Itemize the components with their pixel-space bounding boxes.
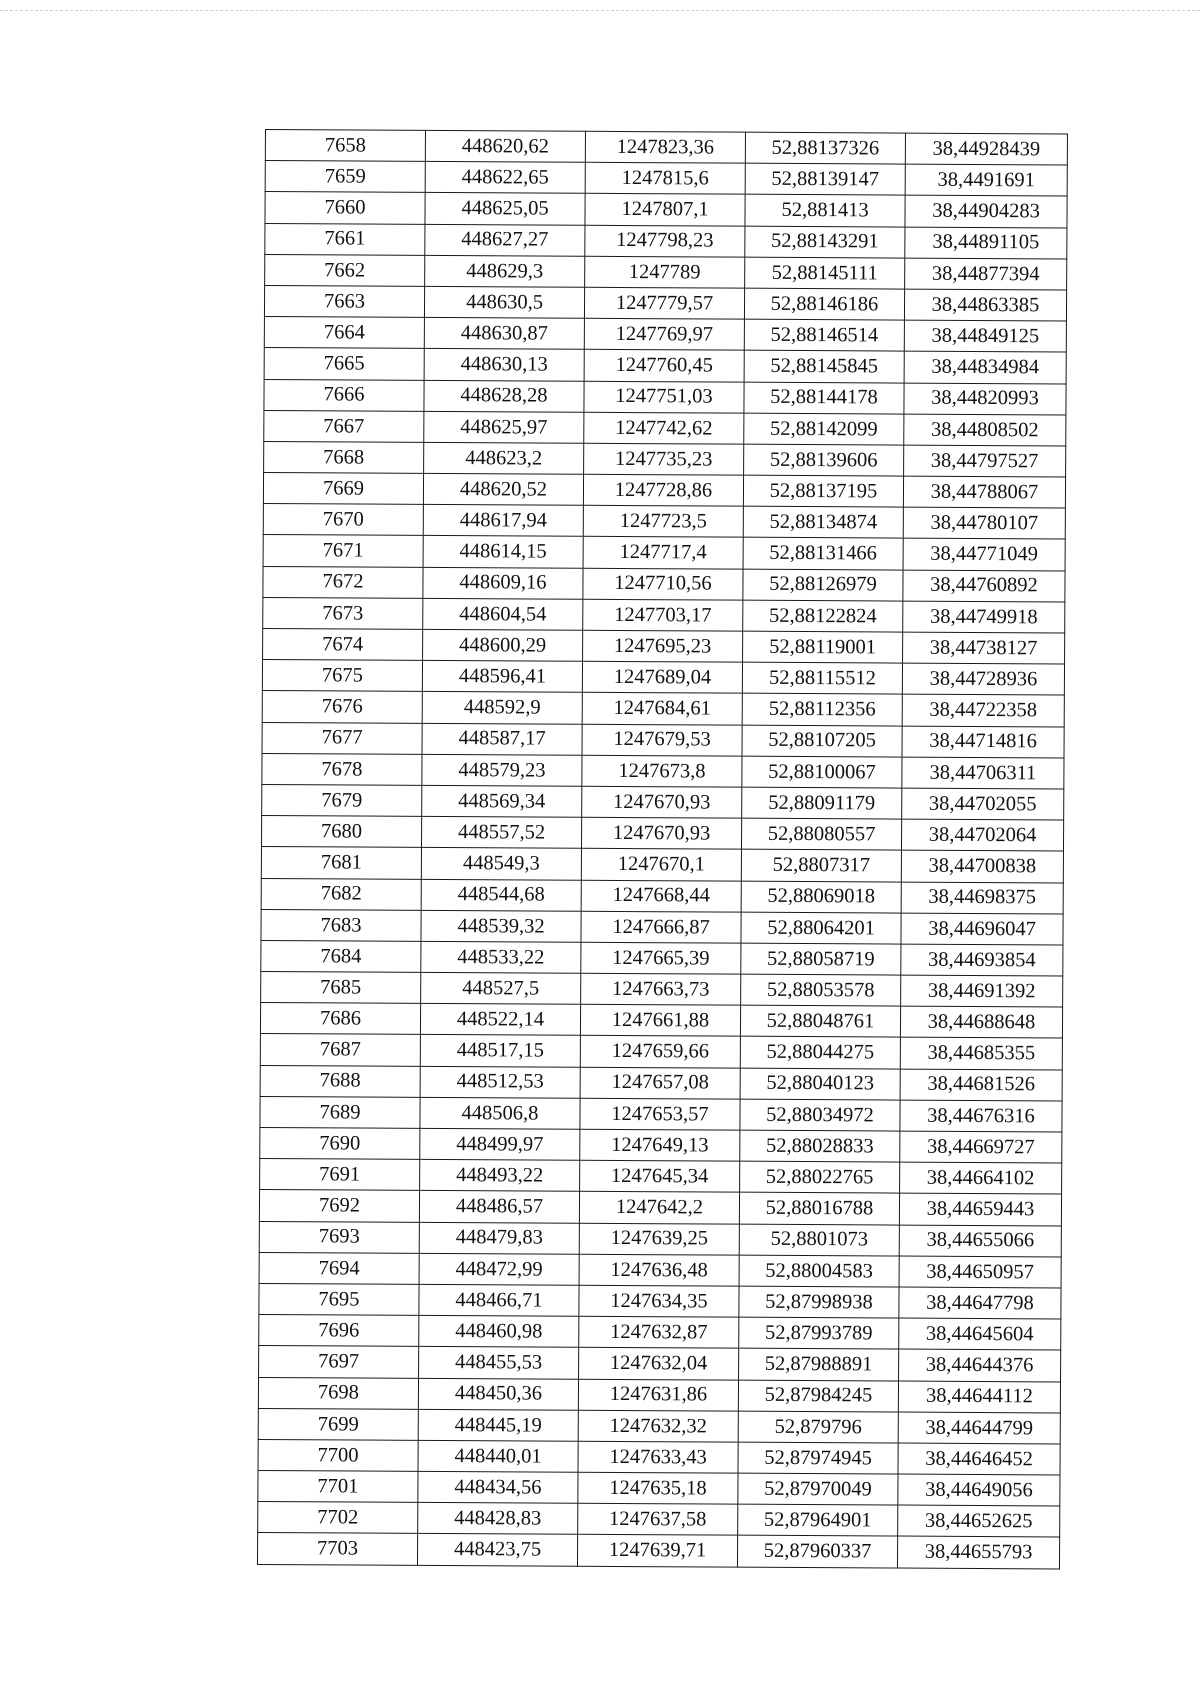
point-number-cell: 7701 <box>258 1471 418 1503</box>
latitude-cell: 52,87974945 <box>738 1442 898 1474</box>
latitude-cell: 52,88044275 <box>740 1037 900 1069</box>
table-row <box>264 285 1066 321</box>
table-row <box>259 1190 1061 1226</box>
longitude-cell: 38,44664102 <box>900 1162 1062 1194</box>
table-row <box>261 909 1063 945</box>
longitude-cell: 38,44808502 <box>904 414 1066 446</box>
point-number-cell: 7676 <box>262 691 422 723</box>
longitude-cell: 38,44771049 <box>903 539 1065 571</box>
x-coordinate-cell: 448445,19 <box>418 1409 578 1441</box>
coordinates-table <box>257 129 1068 1569</box>
latitude-cell: 52,88069018 <box>741 881 901 913</box>
table-row <box>261 847 1063 883</box>
longitude-cell: 38,44685355 <box>900 1038 1062 1070</box>
table-row <box>260 1127 1062 1163</box>
point-number-cell: 7683 <box>261 909 421 941</box>
longitude-cell: 38,44700838 <box>901 850 1063 882</box>
latitude-cell: 52,88144178 <box>744 382 904 414</box>
point-number-cell: 7669 <box>263 473 423 505</box>
x-coordinate-cell: 448620,62 <box>425 130 585 162</box>
latitude-cell: 52,87993789 <box>739 1317 899 1349</box>
point-number-cell: 7692 <box>259 1190 419 1222</box>
y-coordinate-cell: 1247815,6 <box>585 162 745 194</box>
table-row <box>260 1034 1062 1070</box>
table-row <box>260 1003 1062 1039</box>
y-coordinate-cell: 1247666,87 <box>581 911 741 943</box>
y-coordinate-cell: 1247779,57 <box>584 287 744 319</box>
x-coordinate-cell: 448486,57 <box>419 1191 579 1223</box>
longitude-cell: 38,44788067 <box>903 476 1065 508</box>
longitude-cell: 38,44644112 <box>898 1381 1060 1413</box>
y-coordinate-cell: 1247642,2 <box>579 1192 739 1224</box>
y-coordinate-cell: 1247679,53 <box>582 724 742 756</box>
table-row <box>261 816 1063 852</box>
longitude-cell: 38,44688648 <box>900 1006 1062 1038</box>
longitude-cell: 38,44647798 <box>899 1287 1061 1319</box>
point-number-cell: 7699 <box>258 1408 418 1440</box>
longitude-cell: 38,44749918 <box>903 601 1065 633</box>
longitude-cell: 38,44820993 <box>904 383 1066 415</box>
y-coordinate-cell: 1247670,93 <box>581 817 741 849</box>
longitude-cell: 38,44797527 <box>904 445 1066 477</box>
y-coordinate-cell: 1247631,86 <box>578 1379 738 1411</box>
longitude-cell: 38,4491691 <box>905 164 1067 196</box>
latitude-cell: 52,88107205 <box>742 725 902 757</box>
x-coordinate-cell: 448609,16 <box>423 567 583 599</box>
table-row <box>264 441 1066 477</box>
latitude-cell: 52,88119001 <box>743 631 903 663</box>
latitude-cell: 52,88146186 <box>744 288 904 320</box>
table-row <box>260 1096 1062 1132</box>
longitude-cell: 38,44722358 <box>902 694 1064 726</box>
x-coordinate-cell: 448579,23 <box>422 754 582 786</box>
point-number-cell: 7697 <box>259 1346 419 1378</box>
x-coordinate-cell: 448622,65 <box>425 162 585 194</box>
latitude-cell: 52,88115512 <box>742 662 902 694</box>
point-number-cell: 7663 <box>264 285 424 317</box>
latitude-cell: 52,88064201 <box>741 912 901 944</box>
x-coordinate-cell: 448625,05 <box>425 193 585 225</box>
table-row <box>259 1252 1061 1288</box>
table-row <box>261 878 1063 914</box>
x-coordinate-cell: 448625,97 <box>424 411 584 443</box>
table-row <box>264 379 1066 415</box>
longitude-cell: 38,44877394 <box>905 258 1067 290</box>
table-row <box>265 223 1067 259</box>
latitude-cell: 52,87970049 <box>738 1473 898 1505</box>
x-coordinate-cell: 448630,87 <box>424 318 584 350</box>
x-coordinate-cell: 448423,75 <box>417 1534 577 1566</box>
point-number-cell: 7673 <box>263 597 423 629</box>
longitude-cell: 38,44698375 <box>901 882 1063 914</box>
x-coordinate-cell: 448627,27 <box>425 224 585 256</box>
y-coordinate-cell: 1247769,97 <box>584 318 744 350</box>
point-number-cell: 7660 <box>265 192 425 224</box>
y-coordinate-cell: 1247695,23 <box>583 630 743 662</box>
point-number-cell: 7700 <box>258 1439 418 1471</box>
point-number-cell: 7686 <box>260 1003 420 1035</box>
y-coordinate-cell: 1247684,61 <box>582 693 742 725</box>
point-number-cell: 7702 <box>258 1502 418 1534</box>
latitude-cell: 52,88137195 <box>743 475 903 507</box>
y-coordinate-cell: 1247635,18 <box>578 1472 738 1504</box>
y-coordinate-cell: 1247723,5 <box>583 506 743 538</box>
point-number-cell: 7659 <box>265 161 425 193</box>
x-coordinate-cell: 448533,22 <box>421 941 581 973</box>
latitude-cell: 52,8807317 <box>741 849 901 881</box>
table-row <box>260 1065 1062 1101</box>
y-coordinate-cell: 1247653,57 <box>580 1098 740 1130</box>
table-row <box>263 597 1065 633</box>
latitude-cell: 52,88004583 <box>739 1255 899 1287</box>
table-row <box>259 1315 1061 1351</box>
latitude-cell: 52,88131466 <box>743 538 903 570</box>
y-coordinate-cell: 1247742,62 <box>584 412 744 444</box>
latitude-cell: 52,879796 <box>738 1411 898 1443</box>
y-coordinate-cell: 1247670,1 <box>581 849 741 881</box>
y-coordinate-cell: 1247634,35 <box>579 1285 739 1317</box>
point-number-cell: 7670 <box>263 504 423 536</box>
y-coordinate-cell: 1247760,45 <box>584 350 744 382</box>
y-coordinate-cell: 1247639,25 <box>579 1223 739 1255</box>
x-coordinate-cell: 448587,17 <box>422 723 582 755</box>
table-row <box>258 1502 1060 1538</box>
longitude-cell: 38,44706311 <box>902 757 1064 789</box>
latitude-cell: 52,88139606 <box>744 444 904 476</box>
table-row <box>260 1159 1062 1195</box>
longitude-cell: 38,44904283 <box>905 195 1067 227</box>
table-row <box>258 1408 1060 1444</box>
coordinates-table-body <box>257 130 1067 1569</box>
y-coordinate-cell: 1247632,87 <box>579 1316 739 1348</box>
y-coordinate-cell: 1247689,04 <box>582 661 742 693</box>
longitude-cell: 38,44655066 <box>899 1225 1061 1257</box>
latitude-cell: 52,88126979 <box>743 569 903 601</box>
latitude-cell: 52,87964901 <box>738 1504 898 1536</box>
table-row <box>265 130 1067 166</box>
y-coordinate-cell: 1247632,32 <box>578 1410 738 1442</box>
latitude-cell: 52,88028833 <box>740 1130 900 1162</box>
table-row <box>263 473 1065 509</box>
table-row <box>257 1533 1059 1569</box>
point-number-cell: 7693 <box>259 1221 419 1253</box>
table-row <box>258 1439 1060 1475</box>
table-row <box>264 348 1066 384</box>
latitude-cell: 52,88100067 <box>742 756 902 788</box>
longitude-cell: 38,44696047 <box>901 913 1063 945</box>
point-number-cell: 7687 <box>260 1034 420 1066</box>
point-number-cell: 7671 <box>263 535 423 567</box>
latitude-cell: 52,88022765 <box>740 1161 900 1193</box>
latitude-cell: 52,87988891 <box>739 1348 899 1380</box>
y-coordinate-cell: 1247659,66 <box>580 1036 740 1068</box>
longitude-cell: 38,44928439 <box>905 133 1067 165</box>
latitude-cell: 52,88146514 <box>744 319 904 351</box>
x-coordinate-cell: 448499,97 <box>420 1128 580 1160</box>
y-coordinate-cell: 1247735,23 <box>584 443 744 475</box>
x-coordinate-cell: 448630,13 <box>424 349 584 381</box>
table-row <box>261 972 1063 1008</box>
point-number-cell: 7684 <box>261 940 421 972</box>
x-coordinate-cell: 448549,3 <box>421 848 581 880</box>
x-coordinate-cell: 448614,15 <box>423 536 583 568</box>
x-coordinate-cell: 448596,41 <box>422 661 582 693</box>
point-number-cell: 7679 <box>262 784 422 816</box>
point-number-cell: 7672 <box>263 566 423 598</box>
x-coordinate-cell: 448617,94 <box>423 505 583 537</box>
longitude-cell: 38,44649056 <box>898 1474 1060 1506</box>
longitude-cell: 38,44691392 <box>901 975 1063 1007</box>
longitude-cell: 38,44681526 <box>900 1069 1062 1101</box>
y-coordinate-cell: 1247751,03 <box>584 381 744 413</box>
y-coordinate-cell: 1247807,1 <box>585 194 745 226</box>
table-row <box>262 660 1064 696</box>
table-row <box>265 192 1067 228</box>
y-coordinate-cell: 1247728,86 <box>583 474 743 506</box>
x-coordinate-cell: 448600,29 <box>423 629 583 661</box>
x-coordinate-cell: 448592,9 <box>422 692 582 724</box>
longitude-cell: 38,44650957 <box>899 1256 1061 1288</box>
longitude-cell: 38,44644376 <box>899 1349 1061 1381</box>
point-number-cell: 7661 <box>265 223 425 255</box>
x-coordinate-cell: 448539,32 <box>421 910 581 942</box>
longitude-cell: 38,44693854 <box>901 944 1063 976</box>
latitude-cell: 52,8801073 <box>739 1224 899 1256</box>
x-coordinate-cell: 448512,53 <box>420 1066 580 1098</box>
point-number-cell: 7688 <box>260 1065 420 1097</box>
table-row <box>262 691 1064 727</box>
latitude-cell: 52,87984245 <box>738 1380 898 1412</box>
latitude-cell: 52,88143291 <box>745 226 905 258</box>
x-coordinate-cell: 448628,28 <box>424 380 584 412</box>
point-number-cell: 7689 <box>260 1096 420 1128</box>
latitude-cell: 52,88040123 <box>740 1068 900 1100</box>
x-coordinate-cell: 448440,01 <box>418 1440 578 1472</box>
point-number-cell: 7677 <box>262 722 422 754</box>
x-coordinate-cell: 448506,8 <box>420 1097 580 1129</box>
point-number-cell: 7662 <box>265 254 425 286</box>
point-number-cell: 7675 <box>262 660 422 692</box>
latitude-cell: 52,881413 <box>745 195 905 227</box>
y-coordinate-cell: 1247673,8 <box>582 755 742 787</box>
x-coordinate-cell: 448544,68 <box>421 879 581 911</box>
point-number-cell: 7674 <box>263 628 423 660</box>
y-coordinate-cell: 1247637,58 <box>578 1504 738 1536</box>
y-coordinate-cell: 1247670,93 <box>582 786 742 818</box>
point-number-cell: 7680 <box>261 816 421 848</box>
x-coordinate-cell: 448620,52 <box>423 473 583 505</box>
point-number-cell: 7681 <box>261 847 421 879</box>
latitude-cell: 52,88134874 <box>743 506 903 538</box>
longitude-cell: 38,44728936 <box>902 663 1064 695</box>
x-coordinate-cell: 448466,71 <box>419 1284 579 1316</box>
x-coordinate-cell: 448630,5 <box>424 286 584 318</box>
point-number-cell: 7694 <box>259 1252 419 1284</box>
x-coordinate-cell: 448522,14 <box>420 1004 580 1036</box>
point-number-cell: 7668 <box>264 441 424 473</box>
y-coordinate-cell: 1247703,17 <box>583 599 743 631</box>
table-row <box>258 1471 1060 1507</box>
longitude-cell: 38,44659443 <box>899 1193 1061 1225</box>
table-row <box>261 940 1063 976</box>
table-row <box>258 1377 1060 1413</box>
y-coordinate-cell: 1247633,43 <box>578 1441 738 1473</box>
table-row <box>264 317 1066 353</box>
point-number-cell: 7695 <box>259 1283 419 1315</box>
x-coordinate-cell: 448428,83 <box>418 1503 578 1535</box>
longitude-cell: 38,44669727 <box>900 1131 1062 1163</box>
longitude-cell: 38,44644799 <box>898 1412 1060 1444</box>
table-row <box>265 254 1067 290</box>
longitude-cell: 38,44738127 <box>903 632 1065 664</box>
x-coordinate-cell: 448569,34 <box>422 785 582 817</box>
y-coordinate-cell: 1247645,34 <box>580 1160 740 1192</box>
point-number-cell: 7698 <box>258 1377 418 1409</box>
latitude-cell: 52,88145845 <box>744 350 904 382</box>
y-coordinate-cell: 1247661,88 <box>580 1005 740 1037</box>
longitude-cell: 38,44834984 <box>904 351 1066 383</box>
table-row <box>262 722 1064 758</box>
longitude-cell: 38,44702055 <box>902 788 1064 820</box>
longitude-cell: 38,44849125 <box>904 320 1066 352</box>
point-number-cell: 7685 <box>261 972 421 1004</box>
point-number-cell: 7678 <box>262 753 422 785</box>
latitude-cell: 52,88122824 <box>743 600 903 632</box>
longitude-cell: 38,44780107 <box>903 507 1065 539</box>
x-coordinate-cell: 448604,54 <box>423 598 583 630</box>
y-coordinate-cell: 1247636,48 <box>579 1254 739 1286</box>
table-row <box>263 504 1065 540</box>
table-row <box>263 628 1065 664</box>
table-row <box>263 566 1065 602</box>
latitude-cell: 52,88034972 <box>740 1099 900 1131</box>
latitude-cell: 52,88048761 <box>740 1005 900 1037</box>
point-number-cell: 7691 <box>260 1159 420 1191</box>
y-coordinate-cell: 1247789 <box>585 256 745 288</box>
x-coordinate-cell: 448450,36 <box>418 1378 578 1410</box>
longitude-cell: 38,44646452 <box>898 1443 1060 1475</box>
longitude-cell: 38,44655793 <box>897 1536 1059 1568</box>
longitude-cell: 38,44760892 <box>903 570 1065 602</box>
point-number-cell: 7666 <box>264 379 424 411</box>
longitude-cell: 38,44863385 <box>904 289 1066 321</box>
longitude-cell: 38,44676316 <box>900 1100 1062 1132</box>
x-coordinate-cell: 448479,83 <box>419 1222 579 1254</box>
x-coordinate-cell: 448455,53 <box>419 1347 579 1379</box>
x-coordinate-cell: 448517,15 <box>420 1035 580 1067</box>
y-coordinate-cell: 1247657,08 <box>580 1067 740 1099</box>
latitude-cell: 52,88058719 <box>741 943 901 975</box>
scan-edge-line <box>0 10 1200 11</box>
point-number-cell: 7696 <box>259 1315 419 1347</box>
longitude-cell: 38,44891105 <box>905 227 1067 259</box>
longitude-cell: 38,44702064 <box>901 819 1063 851</box>
y-coordinate-cell: 1247823,36 <box>585 131 745 163</box>
latitude-cell: 52,88142099 <box>744 413 904 445</box>
point-number-cell: 7664 <box>264 317 424 349</box>
x-coordinate-cell: 448472,99 <box>419 1253 579 1285</box>
table-row <box>263 535 1065 571</box>
y-coordinate-cell: 1247665,39 <box>581 942 741 974</box>
table-row <box>262 753 1064 789</box>
y-coordinate-cell: 1247663,73 <box>581 973 741 1005</box>
x-coordinate-cell: 448527,5 <box>421 972 581 1004</box>
y-coordinate-cell: 1247710,56 <box>583 568 743 600</box>
latitude-cell: 52,88053578 <box>741 974 901 1006</box>
x-coordinate-cell: 448629,3 <box>425 255 585 287</box>
y-coordinate-cell: 1247717,4 <box>583 537 743 569</box>
y-coordinate-cell: 1247632,04 <box>579 1348 739 1380</box>
table-row <box>265 161 1067 197</box>
x-coordinate-cell: 448493,22 <box>420 1160 580 1192</box>
point-number-cell: 7665 <box>264 348 424 380</box>
latitude-cell: 52,87998938 <box>739 1286 899 1318</box>
latitude-cell: 52,88091179 <box>742 787 902 819</box>
x-coordinate-cell: 448460,98 <box>419 1316 579 1348</box>
y-coordinate-cell: 1247649,13 <box>580 1129 740 1161</box>
point-number-cell: 7690 <box>260 1127 420 1159</box>
y-coordinate-cell: 1247798,23 <box>585 225 745 257</box>
table-row <box>262 784 1064 820</box>
y-coordinate-cell: 1247668,44 <box>581 880 741 912</box>
latitude-cell: 52,87960337 <box>737 1536 897 1568</box>
point-number-cell: 7667 <box>264 410 424 442</box>
longitude-cell: 38,44652625 <box>898 1505 1060 1537</box>
longitude-cell: 38,44714816 <box>902 726 1064 758</box>
latitude-cell: 52,88080557 <box>741 818 901 850</box>
point-number-cell: 7658 <box>265 130 425 162</box>
point-number-cell: 7703 <box>257 1533 417 1565</box>
x-coordinate-cell: 448623,2 <box>424 442 584 474</box>
latitude-cell: 52,88112356 <box>742 694 902 726</box>
longitude-cell: 38,44645604 <box>899 1318 1061 1350</box>
latitude-cell: 52,88137326 <box>745 132 905 164</box>
latitude-cell: 52,88016788 <box>739 1193 899 1225</box>
table-row <box>259 1283 1061 1319</box>
table-row <box>259 1346 1061 1382</box>
y-coordinate-cell: 1247639,71 <box>577 1535 737 1567</box>
latitude-cell: 52,88145111 <box>745 257 905 289</box>
table-row <box>259 1221 1061 1257</box>
point-number-cell: 7682 <box>261 878 421 910</box>
x-coordinate-cell: 448434,56 <box>418 1471 578 1503</box>
x-coordinate-cell: 448557,52 <box>421 817 581 849</box>
latitude-cell: 52,88139147 <box>745 163 905 195</box>
table-row <box>264 410 1066 446</box>
